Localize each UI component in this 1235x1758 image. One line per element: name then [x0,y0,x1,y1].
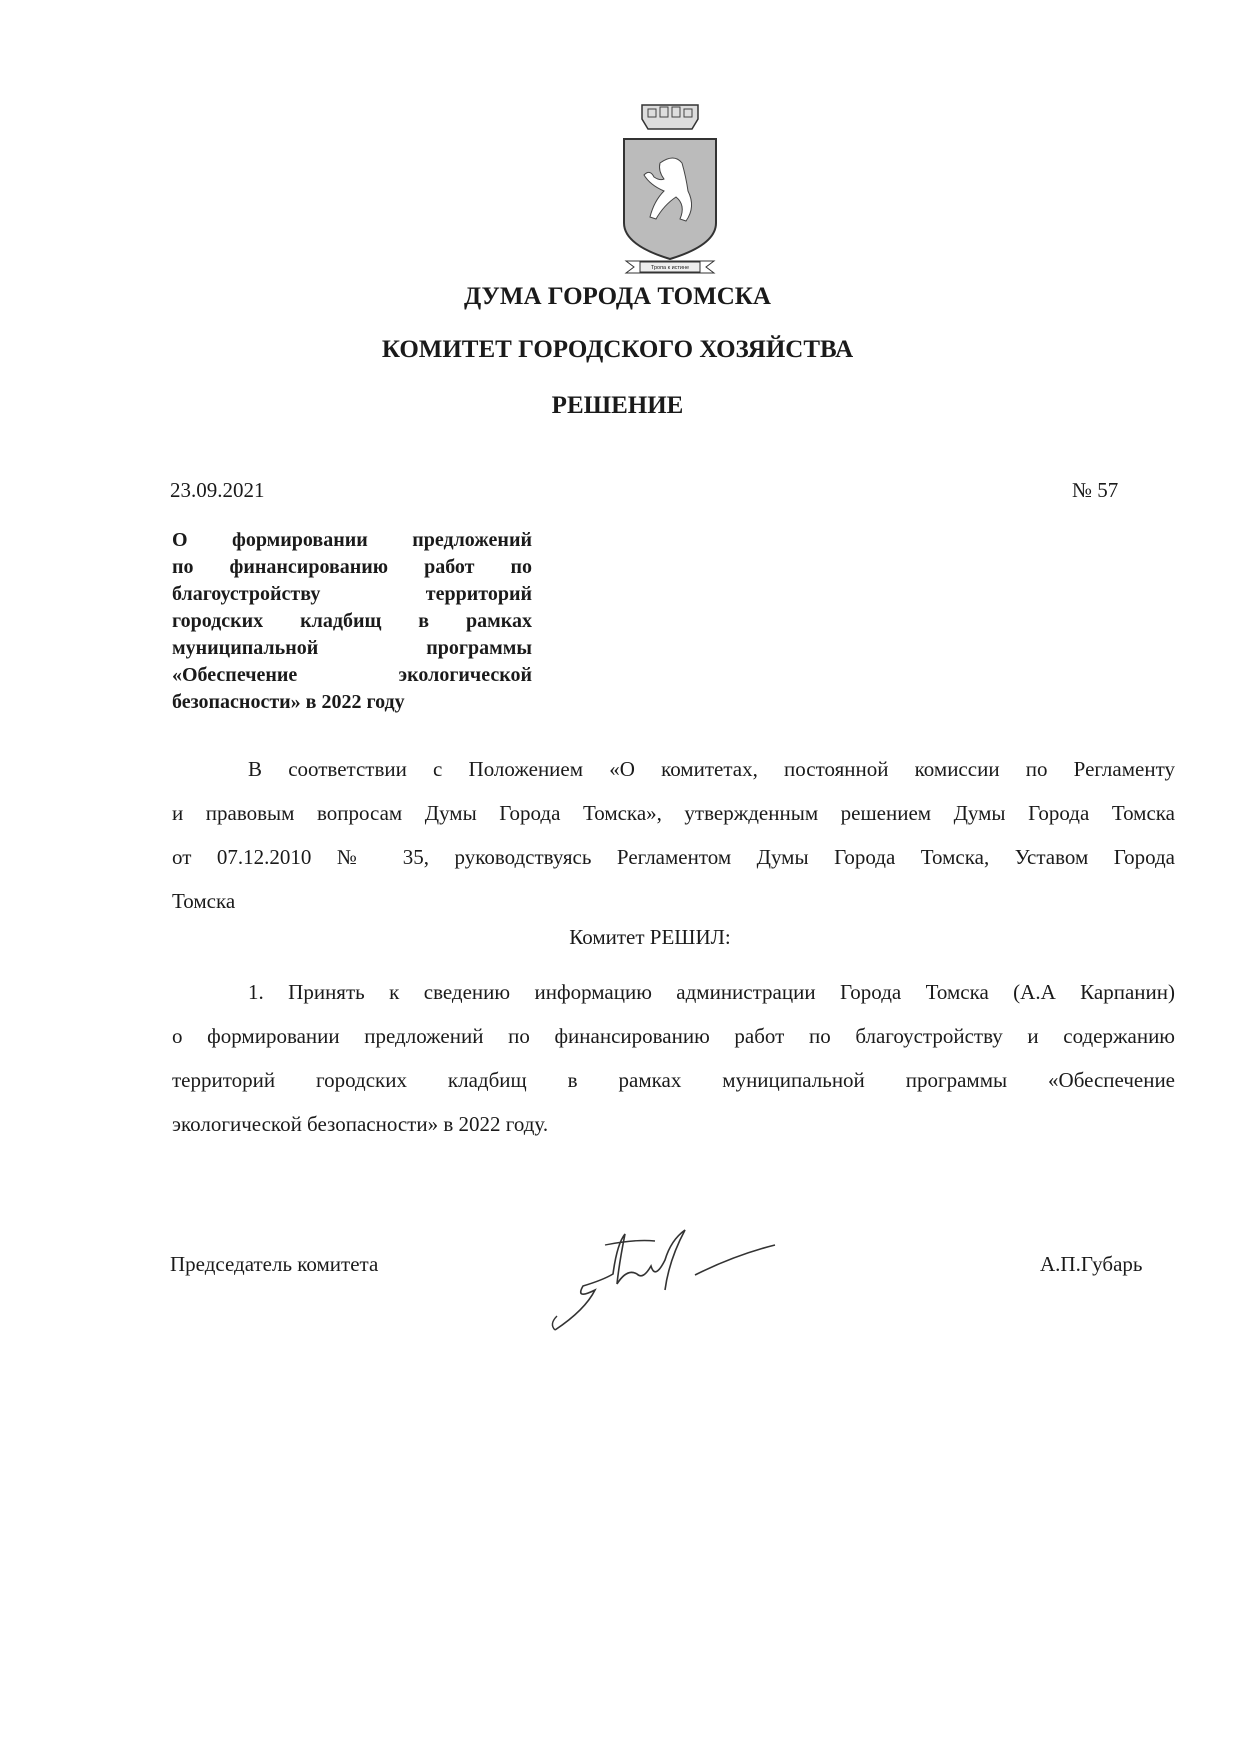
item-line: 1. Принять к сведению информацию администрации Города Томска (А.А Карпанин) [248,980,1175,1004]
crest-motto: Тропа к истине [650,265,690,271]
item-line: территорий городских кладбищ в рамках муниципальной программы «Обеспечение [172,1068,1175,1092]
subject-line: по финансированию работ по [172,556,532,578]
subject-line: «Обеспечение экологической [172,664,532,686]
signatory-name: А.П.Губарь [1040,1252,1143,1276]
resolved-heading: Комитет РЕШИЛ: [569,925,731,949]
coat-of-arms-emblem [620,103,720,275]
preamble-paragraph [172,747,1175,923]
decision-number: № 57 [1072,478,1119,502]
item-line: экологической безопасности» в 2022 году. [172,1112,549,1136]
subject-line: О формировании предложений [172,529,532,551]
document-type: РЕШЕНИЕ [551,392,684,419]
decision-date: 23.09.2021 [170,478,265,502]
preamble-line: В соответствии с Положением «О комитетах, постоянной комиссии по Регламенту [248,757,1175,781]
signatory-title: Председатель комитета [170,1252,379,1276]
decision-subject [172,527,532,716]
subject-line: муниципальной программы [172,637,532,659]
committee-title: КОМИТЕТ ГОРОДСКОГО ХОЗЯЙСТВА [381,336,854,363]
item-line: о формировании предложений по финансированию работ по благоустройству и содержанию [172,1024,1175,1048]
subject-line: городских кладбищ в рамках [172,610,532,632]
preamble-line: от 07.12.2010 № 35, руководствуясь Регламентом Думы Города Томска, Уставом Города [172,845,1175,869]
preamble-line: и правовым вопросам Думы Города Томска», утвержденным решением Думы Города Томска [172,801,1175,825]
preamble-line: Томска [172,889,236,913]
organization-title: ДУМА ГОРОДА ТОМСКА [464,283,771,310]
handwritten-signature [545,1215,835,1345]
subject-line: безопасности» в 2022 году [172,691,405,713]
subject-line: благоустройству территорий [172,583,532,605]
item-1-paragraph [172,970,1175,1146]
